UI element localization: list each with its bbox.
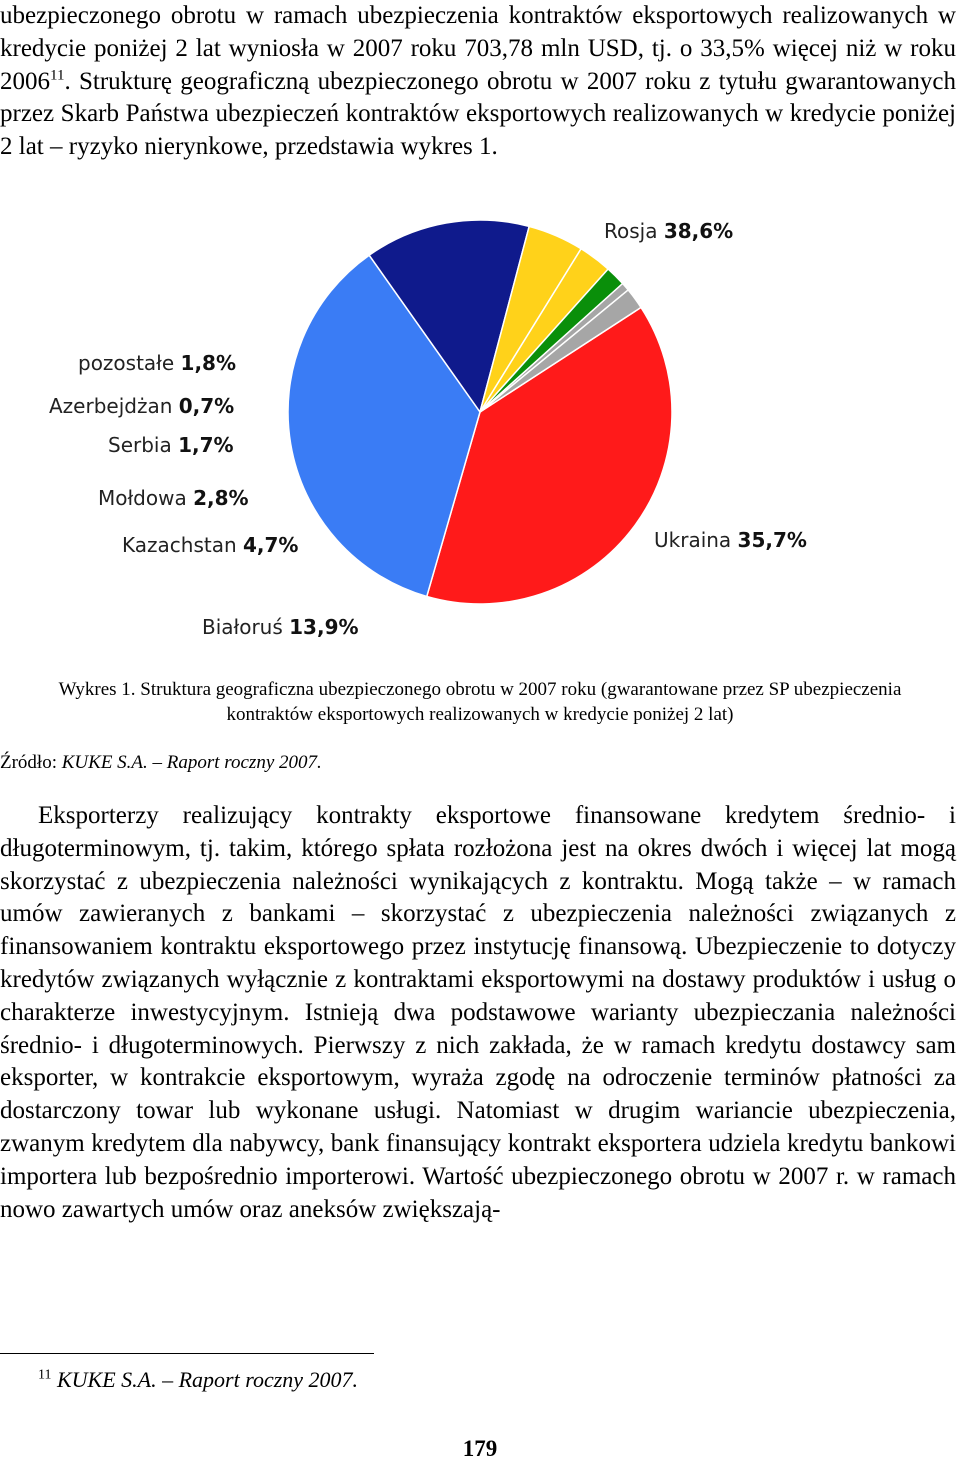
- pie-label-value: 1,7%: [178, 433, 234, 457]
- footnote-reference[interactable]: 11: [50, 67, 65, 84]
- pie-label-6: [108, 433, 234, 457]
- pie-chart: [40, 200, 960, 670]
- figure-caption: [0, 678, 960, 727]
- source-text: KUKE S.A. – Raport roczny 2007.: [61, 752, 322, 773]
- pie-label-value: 13,9%: [289, 615, 359, 639]
- pie-label-value: 38,6%: [663, 219, 734, 243]
- pie-label-value: 4,7%: [243, 533, 299, 557]
- footnote-number: 11: [38, 1367, 52, 1383]
- paragraph-intro: [0, 0, 956, 164]
- figure-source: [0, 751, 322, 775]
- pie-label-value: 2,8%: [193, 486, 249, 510]
- pie-label-4: [122, 533, 298, 557]
- pie-label-7: [49, 394, 234, 418]
- paragraph-main-text: Eksporterzy realizujący kontrakty eksportowe finansowane kredytem średnio- i długoterminowym, tj. takim, którego spłata rozłożona jest na okres dwóch i więcej lat mogą skorzystać z ubezpieczenia należności wynikających z kontraktu. Mogą także – w ramach umów zawieranych z bankami – skorzystać z ubezpieczenia należności związanych z finansowaniem kontraktu eksportowego przez instytucję finansową. Ubezpieczenie to dotyczy kredytów związanych wyłącznie z kontraktami eksportowymi na dostawy produktów i usług o charakterze inwestycyjnym. Istnieją dwa podstawowe warianty ubezpieczania należności średnio- i długoterminowych. Pierwszy z nich zakłada, że w ramach kredytu dostawcy sam eksporter, w kontrakcie eksportowym, wyraża zgodę na odroczenie terminów płatności za dostarczony towar lub wykonane usługi. Natomiast w drugim wariancie ubezpieczenia, zwanym kredytem dla nabywcy, bank finansujący kontrakt eksportera udziela kredytu bankowi importera lub bezpośrednio importerowi. Wartość ubezpieczonego obrotu w 2007 r. w ramach nowo zawartych umów oraz aneksów zwiększają-: [0, 802, 956, 1223]
- figure-caption-line-1: Wykres 1. Struktura geograficzna ubezpieczonego obrotu w 2007 roku (gwarantowane przez SP ubezpieczenia: [58, 679, 902, 700]
- paragraph-intro-text-1: ubezpieczonego obrotu w ramach ubezpieczenia kontraktów eksportowych realizowanych w kredycie poniżej 2 lat wyniosła w 2007 roku 703,78 mln USD, tj. o 33,5% więcej niż w roku 2006: [0, 2, 956, 95]
- pie-label-name: Mołdowa: [98, 486, 194, 510]
- pie-label-name: Kazachstan: [122, 533, 243, 557]
- source-label: Źródło:: [0, 752, 62, 773]
- pie-chart-svg: [40, 200, 960, 670]
- pie-label-name: Serbia: [108, 433, 179, 457]
- pie-label-name: Ukraina: [654, 528, 738, 552]
- footnote: [38, 1366, 358, 1394]
- pie-label-8: [78, 351, 236, 375]
- footnote-separator: [0, 1353, 374, 1354]
- pie-label-value: 0,7%: [178, 394, 235, 418]
- pie-label-name: Azerbejdżan: [49, 394, 179, 418]
- pie-label-3: [202, 615, 359, 639]
- pie-label-value: 1,8%: [180, 351, 236, 375]
- paragraph-main: [0, 800, 956, 1226]
- pie-label-value: 35,7%: [737, 528, 807, 552]
- pie-label-2: [654, 528, 807, 552]
- page-number: 179: [462, 1436, 498, 1461]
- paragraph-intro-text-2: . Strukturę geograficzną ubezpieczonego obrotu w 2007 roku z tytułu gwarantowanych przez Skarb Państwa ubezpieczeń kontraktów eksportowych realizowanych w kredycie poniżej 2 lat – ryzyko nierynkowe, przedstawia wykres 1.: [0, 67, 956, 161]
- pie-label-name: pozostałe: [78, 351, 181, 375]
- pie-label-1: [604, 219, 733, 243]
- pie-label-5: [98, 486, 249, 510]
- footnote-text: KUKE S.A. – Raport roczny 2007.: [56, 1367, 359, 1392]
- pie-label-name: Białoruś: [202, 615, 290, 639]
- figure-caption-line-2: kontraktów eksportowych realizowanych w kredycie poniżej 2 lat): [226, 703, 734, 725]
- pie-label-name: Rosja: [604, 219, 664, 243]
